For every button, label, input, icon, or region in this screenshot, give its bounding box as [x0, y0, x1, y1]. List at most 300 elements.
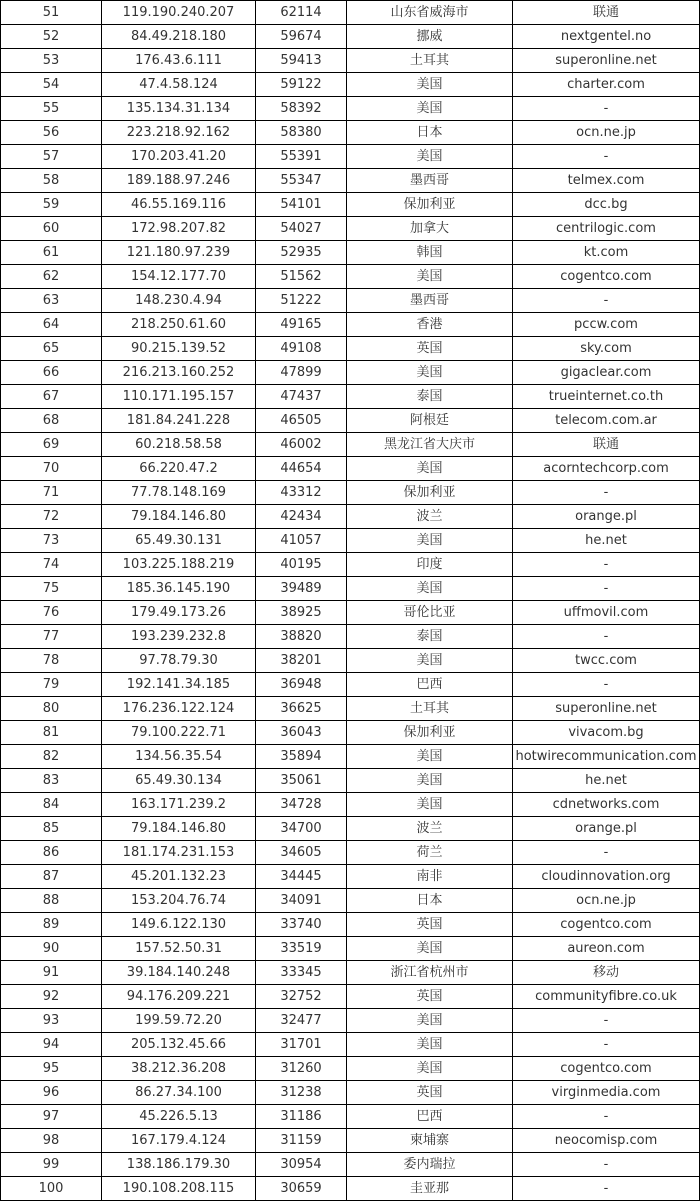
count-cell: 31238	[256, 1081, 347, 1105]
ip-address-cell: 110.171.195.157	[102, 385, 256, 409]
location-cell: 美国	[347, 457, 513, 481]
rank-cell: 54	[1, 73, 102, 97]
table-row	[1, 337, 700, 361]
isp-cell: uffmovil.com	[513, 601, 700, 625]
rank-cell: 55	[1, 97, 102, 121]
location-cell: 加拿大	[347, 217, 513, 241]
isp-cell: orange.pl	[513, 505, 700, 529]
location-cell: 美国	[347, 577, 513, 601]
location-cell: 保加利亚	[347, 721, 513, 745]
table-row	[1, 241, 700, 265]
isp-cell: gigaclear.com	[513, 361, 700, 385]
table-row	[1, 1153, 700, 1177]
isp-cell: cdnetworks.com	[513, 793, 700, 817]
table-row	[1, 409, 700, 433]
ip-address-cell: 134.56.35.54	[102, 745, 256, 769]
ip-address-cell: 135.134.31.134	[102, 97, 256, 121]
table-row	[1, 529, 700, 553]
rank-cell: 77	[1, 625, 102, 649]
rank-cell: 70	[1, 457, 102, 481]
count-cell: 47899	[256, 361, 347, 385]
rank-cell: 74	[1, 553, 102, 577]
count-cell: 35061	[256, 769, 347, 793]
count-cell: 30954	[256, 1153, 347, 1177]
count-cell: 55391	[256, 145, 347, 169]
count-cell: 38925	[256, 601, 347, 625]
rank-cell: 59	[1, 193, 102, 217]
rank-cell: 79	[1, 673, 102, 697]
isp-cell: cogentco.com	[513, 1057, 700, 1081]
location-cell: 泰国	[347, 385, 513, 409]
isp-cell: trueinternet.co.th	[513, 385, 700, 409]
rank-cell: 53	[1, 49, 102, 73]
rank-cell: 52	[1, 25, 102, 49]
rank-cell: 84	[1, 793, 102, 817]
count-cell: 40195	[256, 553, 347, 577]
rank-cell: 92	[1, 985, 102, 1009]
count-cell: 34091	[256, 889, 347, 913]
isp-cell: aureon.com	[513, 937, 700, 961]
rank-cell: 61	[1, 241, 102, 265]
count-cell: 54027	[256, 217, 347, 241]
count-cell: 36625	[256, 697, 347, 721]
location-cell: 墨西哥	[347, 289, 513, 313]
isp-cell: -	[513, 1009, 700, 1033]
rank-cell: 91	[1, 961, 102, 985]
ip-address-cell: 223.218.92.162	[102, 121, 256, 145]
ip-address-cell: 205.132.45.66	[102, 1033, 256, 1057]
location-cell: 英国	[347, 337, 513, 361]
location-cell: 土耳其	[347, 697, 513, 721]
table-row	[1, 217, 700, 241]
table-body	[1, 1, 700, 1201]
ip-address-cell: 77.78.148.169	[102, 481, 256, 505]
rank-cell: 65	[1, 337, 102, 361]
rank-cell: 83	[1, 769, 102, 793]
table-row	[1, 865, 700, 889]
location-cell: 柬埔寨	[347, 1129, 513, 1153]
count-cell: 42434	[256, 505, 347, 529]
count-cell: 34700	[256, 817, 347, 841]
count-cell: 32477	[256, 1009, 347, 1033]
table-row	[1, 985, 700, 1009]
ip-address-cell: 167.179.4.124	[102, 1129, 256, 1153]
location-cell: 波兰	[347, 505, 513, 529]
count-cell: 31701	[256, 1033, 347, 1057]
location-cell: 美国	[347, 1009, 513, 1033]
isp-cell: -	[513, 625, 700, 649]
location-cell: 美国	[347, 73, 513, 97]
table-row	[1, 649, 700, 673]
count-cell: 46505	[256, 409, 347, 433]
count-cell: 62114	[256, 1, 347, 25]
count-cell: 34728	[256, 793, 347, 817]
table-row	[1, 25, 700, 49]
table-row	[1, 793, 700, 817]
ip-address-cell: 46.55.169.116	[102, 193, 256, 217]
table-row	[1, 697, 700, 721]
location-cell: 美国	[347, 97, 513, 121]
ip-address-cell: 138.186.179.30	[102, 1153, 256, 1177]
table-row	[1, 1033, 700, 1057]
location-cell: 圭亚那	[347, 1177, 513, 1201]
table-row	[1, 1057, 700, 1081]
table-row	[1, 313, 700, 337]
ip-address-cell: 84.49.218.180	[102, 25, 256, 49]
location-cell: 日本	[347, 121, 513, 145]
isp-cell: vivacom.bg	[513, 721, 700, 745]
rank-cell: 99	[1, 1153, 102, 1177]
ip-address-cell: 79.184.146.80	[102, 817, 256, 841]
count-cell: 59674	[256, 25, 347, 49]
ip-address-cell: 103.225.188.219	[102, 553, 256, 577]
isp-cell: 移动	[513, 961, 700, 985]
ip-address-cell: 94.176.209.221	[102, 985, 256, 1009]
rank-cell: 95	[1, 1057, 102, 1081]
count-cell: 31159	[256, 1129, 347, 1153]
isp-cell: pccw.com	[513, 313, 700, 337]
count-cell: 34605	[256, 841, 347, 865]
table-row	[1, 1081, 700, 1105]
isp-cell: kt.com	[513, 241, 700, 265]
rank-cell: 75	[1, 577, 102, 601]
rank-cell: 97	[1, 1105, 102, 1129]
ip-address-cell: 65.49.30.134	[102, 769, 256, 793]
location-cell: 英国	[347, 913, 513, 937]
ip-address-cell: 149.6.122.130	[102, 913, 256, 937]
table-row	[1, 169, 700, 193]
table-row	[1, 1, 700, 25]
location-cell: 美国	[347, 793, 513, 817]
isp-cell: he.net	[513, 769, 700, 793]
location-cell: 印度	[347, 553, 513, 577]
isp-cell: cogentco.com	[513, 913, 700, 937]
rank-cell: 76	[1, 601, 102, 625]
isp-cell: orange.pl	[513, 817, 700, 841]
isp-cell: ocn.ne.jp	[513, 889, 700, 913]
ip-address-cell: 163.171.239.2	[102, 793, 256, 817]
count-cell: 49165	[256, 313, 347, 337]
ip-address-cell: 192.141.34.185	[102, 673, 256, 697]
table-row	[1, 121, 700, 145]
count-cell: 33740	[256, 913, 347, 937]
ip-address-cell: 189.188.97.246	[102, 169, 256, 193]
count-cell: 49108	[256, 337, 347, 361]
ip-address-cell: 38.212.36.208	[102, 1057, 256, 1081]
rank-cell: 90	[1, 937, 102, 961]
isp-cell: acorntechcorp.com	[513, 457, 700, 481]
location-cell: 哥伦比亚	[347, 601, 513, 625]
rank-cell: 67	[1, 385, 102, 409]
isp-cell: -	[513, 145, 700, 169]
rank-cell: 58	[1, 169, 102, 193]
rank-cell: 81	[1, 721, 102, 745]
count-cell: 38201	[256, 649, 347, 673]
location-cell: 南非	[347, 865, 513, 889]
count-cell: 59122	[256, 73, 347, 97]
isp-cell: charter.com	[513, 73, 700, 97]
count-cell: 44654	[256, 457, 347, 481]
location-cell: 韩国	[347, 241, 513, 265]
table-row	[1, 841, 700, 865]
location-cell: 美国	[347, 361, 513, 385]
rank-cell: 60	[1, 217, 102, 241]
ip-address-cell: 97.78.79.30	[102, 649, 256, 673]
table-row	[1, 193, 700, 217]
rank-cell: 71	[1, 481, 102, 505]
count-cell: 51562	[256, 265, 347, 289]
table-row	[1, 97, 700, 121]
location-cell: 美国	[347, 649, 513, 673]
isp-cell: neocomisp.com	[513, 1129, 700, 1153]
isp-cell: -	[513, 97, 700, 121]
isp-cell: dcc.bg	[513, 193, 700, 217]
table-row	[1, 481, 700, 505]
rank-cell: 85	[1, 817, 102, 841]
ip-address-cell: 79.184.146.80	[102, 505, 256, 529]
table-row	[1, 577, 700, 601]
count-cell: 55347	[256, 169, 347, 193]
rank-cell: 56	[1, 121, 102, 145]
location-cell: 挪威	[347, 25, 513, 49]
rank-cell: 87	[1, 865, 102, 889]
table-row	[1, 817, 700, 841]
location-cell: 美国	[347, 529, 513, 553]
location-cell: 美国	[347, 1057, 513, 1081]
location-cell: 英国	[347, 985, 513, 1009]
isp-cell: 联通	[513, 1, 700, 25]
location-cell: 泰国	[347, 625, 513, 649]
table-row	[1, 433, 700, 457]
ip-address-cell: 45.226.5.13	[102, 1105, 256, 1129]
rank-cell: 82	[1, 745, 102, 769]
ip-address-cell: 66.220.47.2	[102, 457, 256, 481]
table-row	[1, 457, 700, 481]
count-cell: 39489	[256, 577, 347, 601]
location-cell: 巴西	[347, 1105, 513, 1129]
ip-address-cell: 79.100.222.71	[102, 721, 256, 745]
rank-cell: 51	[1, 1, 102, 25]
ip-address-cell: 60.218.58.58	[102, 433, 256, 457]
rank-cell: 63	[1, 289, 102, 313]
location-cell: 阿根廷	[347, 409, 513, 433]
isp-cell: -	[513, 1105, 700, 1129]
rank-cell: 96	[1, 1081, 102, 1105]
table-row	[1, 745, 700, 769]
location-cell: 英国	[347, 1081, 513, 1105]
table-row	[1, 601, 700, 625]
table-row	[1, 289, 700, 313]
table-row	[1, 1177, 700, 1201]
isp-cell: superonline.net	[513, 697, 700, 721]
ip-address-cell: 181.174.231.153	[102, 841, 256, 865]
rank-cell: 100	[1, 1177, 102, 1201]
location-cell: 波兰	[347, 817, 513, 841]
count-cell: 41057	[256, 529, 347, 553]
table-row	[1, 73, 700, 97]
table-row	[1, 553, 700, 577]
isp-cell: -	[513, 289, 700, 313]
ip-address-cell: 190.108.208.115	[102, 1177, 256, 1201]
rank-cell: 68	[1, 409, 102, 433]
ip-address-cell: 45.201.132.23	[102, 865, 256, 889]
count-cell: 59413	[256, 49, 347, 73]
location-cell: 巴西	[347, 673, 513, 697]
ip-address-cell: 199.59.72.20	[102, 1009, 256, 1033]
ip-address-cell: 90.215.139.52	[102, 337, 256, 361]
table-row	[1, 913, 700, 937]
ip-address-cell: 185.36.145.190	[102, 577, 256, 601]
location-cell: 美国	[347, 145, 513, 169]
isp-cell: -	[513, 1177, 700, 1201]
isp-cell: cogentco.com	[513, 265, 700, 289]
count-cell: 34445	[256, 865, 347, 889]
location-cell: 浙江省杭州市	[347, 961, 513, 985]
location-cell: 美国	[347, 265, 513, 289]
count-cell: 58392	[256, 97, 347, 121]
rank-cell: 62	[1, 265, 102, 289]
ip-address-cell: 172.98.207.82	[102, 217, 256, 241]
isp-cell: -	[513, 481, 700, 505]
ip-address-cell: 179.49.173.26	[102, 601, 256, 625]
isp-cell: twcc.com	[513, 649, 700, 673]
isp-cell: 联通	[513, 433, 700, 457]
count-cell: 36948	[256, 673, 347, 697]
isp-cell: telecom.com.ar	[513, 409, 700, 433]
location-cell: 美国	[347, 937, 513, 961]
isp-cell: -	[513, 1153, 700, 1177]
isp-cell: centrilogic.com	[513, 217, 700, 241]
count-cell: 36043	[256, 721, 347, 745]
location-cell: 美国	[347, 1033, 513, 1057]
isp-cell: -	[513, 577, 700, 601]
table-row	[1, 673, 700, 697]
table-row	[1, 385, 700, 409]
count-cell: 46002	[256, 433, 347, 457]
ip-address-cell: 157.52.50.31	[102, 937, 256, 961]
rank-cell: 72	[1, 505, 102, 529]
table-row	[1, 265, 700, 289]
location-cell: 墨西哥	[347, 169, 513, 193]
table-row	[1, 505, 700, 529]
rank-cell: 64	[1, 313, 102, 337]
table-row	[1, 937, 700, 961]
table-row	[1, 961, 700, 985]
count-cell: 33519	[256, 937, 347, 961]
rank-cell: 57	[1, 145, 102, 169]
count-cell: 51222	[256, 289, 347, 313]
isp-cell: virginmedia.com	[513, 1081, 700, 1105]
isp-cell: cloudinnovation.org	[513, 865, 700, 889]
table-row	[1, 1129, 700, 1153]
location-cell: 保加利亚	[347, 481, 513, 505]
rank-cell: 94	[1, 1033, 102, 1057]
isp-cell: -	[513, 841, 700, 865]
location-cell: 山东省威海市	[347, 1, 513, 25]
location-cell: 香港	[347, 313, 513, 337]
rank-cell: 89	[1, 913, 102, 937]
ip-address-cell: 176.236.122.124	[102, 697, 256, 721]
rank-cell: 80	[1, 697, 102, 721]
isp-cell: ocn.ne.jp	[513, 121, 700, 145]
ip-address-cell: 39.184.140.248	[102, 961, 256, 985]
isp-cell: sky.com	[513, 337, 700, 361]
rank-cell: 66	[1, 361, 102, 385]
table-row	[1, 145, 700, 169]
count-cell: 33345	[256, 961, 347, 985]
count-cell: 30659	[256, 1177, 347, 1201]
ip-address-cell: 193.239.232.8	[102, 625, 256, 649]
isp-cell: superonline.net	[513, 49, 700, 73]
location-cell: 黑龙江省大庆市	[347, 433, 513, 457]
isp-cell: telmex.com	[513, 169, 700, 193]
count-cell: 58380	[256, 121, 347, 145]
table-row	[1, 361, 700, 385]
count-cell: 54101	[256, 193, 347, 217]
count-cell: 38820	[256, 625, 347, 649]
rank-cell: 98	[1, 1129, 102, 1153]
ip-address-cell: 218.250.61.60	[102, 313, 256, 337]
count-cell: 52935	[256, 241, 347, 265]
ip-address-cell: 121.180.97.239	[102, 241, 256, 265]
count-cell: 31260	[256, 1057, 347, 1081]
location-cell: 土耳其	[347, 49, 513, 73]
ip-address-cell: 148.230.4.94	[102, 289, 256, 313]
table-row	[1, 625, 700, 649]
isp-cell: he.net	[513, 529, 700, 553]
count-cell: 31186	[256, 1105, 347, 1129]
ip-address-cell: 119.190.240.207	[102, 1, 256, 25]
rank-cell: 93	[1, 1009, 102, 1033]
isp-cell: -	[513, 553, 700, 577]
ip-address-cell: 153.204.76.74	[102, 889, 256, 913]
rank-cell: 69	[1, 433, 102, 457]
location-cell: 美国	[347, 745, 513, 769]
table-row	[1, 769, 700, 793]
rank-cell: 73	[1, 529, 102, 553]
count-cell: 47437	[256, 385, 347, 409]
location-cell: 美国	[347, 769, 513, 793]
table-row	[1, 1105, 700, 1129]
table-row	[1, 49, 700, 73]
rank-cell: 86	[1, 841, 102, 865]
count-cell: 35894	[256, 745, 347, 769]
table-row	[1, 721, 700, 745]
location-cell: 荷兰	[347, 841, 513, 865]
isp-cell: hotwirecommunication.com	[513, 745, 700, 769]
location-cell: 委内瑞拉	[347, 1153, 513, 1177]
isp-cell: communityfibre.co.uk	[513, 985, 700, 1009]
location-cell: 日本	[347, 889, 513, 913]
ip-address-cell: 176.43.6.111	[102, 49, 256, 73]
count-cell: 32752	[256, 985, 347, 1009]
ip-address-cell: 170.203.41.20	[102, 145, 256, 169]
count-cell: 43312	[256, 481, 347, 505]
rank-cell: 88	[1, 889, 102, 913]
ip-address-cell: 86.27.34.100	[102, 1081, 256, 1105]
rank-cell: 78	[1, 649, 102, 673]
ip-address-cell: 65.49.30.131	[102, 529, 256, 553]
isp-cell: nextgentel.no	[513, 25, 700, 49]
ip-address-cell: 47.4.58.124	[102, 73, 256, 97]
table-row	[1, 889, 700, 913]
location-cell: 保加利亚	[347, 193, 513, 217]
table-row	[1, 1009, 700, 1033]
ip-address-cell: 216.213.160.252	[102, 361, 256, 385]
ip-address-cell: 181.84.241.228	[102, 409, 256, 433]
isp-cell: -	[513, 673, 700, 697]
ip-address-cell: 154.12.177.70	[102, 265, 256, 289]
